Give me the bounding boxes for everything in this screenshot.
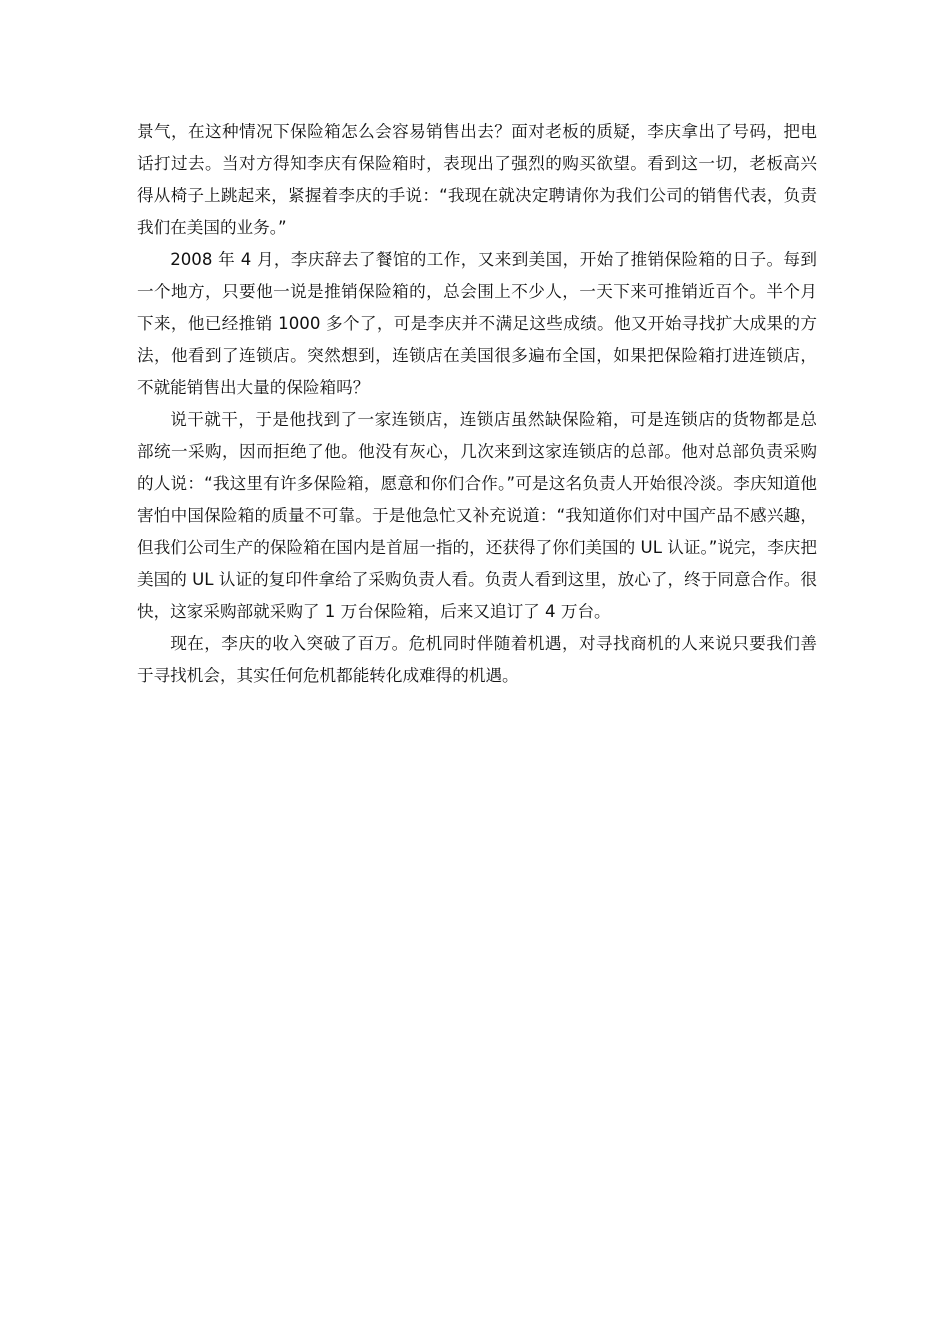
paragraph-2: 2008 年 4 月，李庆辞去了餐馆的工作，又来到美国，开始了推销保险箱的日子。每到一个地方，只要他一说是推销保险箱的，总会围上不少人，一天下来可推销近百个。半个月下来，他已经推销 1000 多个了，可是李庆并不满足这些成绩。他又开始寻找扩大成果的方法，他看到了连锁店。突然想到，连锁店在美国很多遍布全国，如果把保险箱打进连锁店，不就能销售出大量的保险箱吗？ (137, 250, 817, 397)
paragraph-1: 景气，在这种情况下保险箱怎么会容易销售出去？面对老板的质疑，李庆拿出了号码，把电话打过去。当对方得知李庆有保险箱时，表现出了强烈的购买欲望。看到这一切，老板高兴得从椅子上跳起来，紧握着李庆的手说：“我现在就决定聘请你为我们公司的销售代表，负责我们在美国的业务。” (137, 122, 817, 237)
paragraph-3: 说干就干，于是他找到了一家连锁店，连锁店虽然缺保险箱，可是连锁店的货物都是总部统一采购，因而拒绝了他。他没有灰心，几次来到这家连锁店的总部。他对总部负责采购的人说：“我这里有许多保险箱，愿意和你们合作。”可是这名负责人开始很冷淡。李庆知道他害怕中国保险箱的质量不可靠。于是他急忙又补充说道：“我知道你们对中国产品不感兴趣，但我们公司生产的保险箱在国内是首屈一指的，还获得了你们美国的 UL 认证。”说完，李庆把美国的 UL 认证的复印件拿给了采购负责人看。负责人看到这里，放心了，终于同意合作。很快，这家采购部就采购了 1 万台保险箱，后来又追订了 4 万台。 (137, 410, 817, 621)
paragraph-4: 现在，李庆的收入突破了百万。危机同时伴随着机遇，对寻找商机的人来说只要我们善于寻找机会，其实任何危机都能转化成难得的机遇。 (137, 634, 817, 685)
document-body (137, 116, 817, 692)
